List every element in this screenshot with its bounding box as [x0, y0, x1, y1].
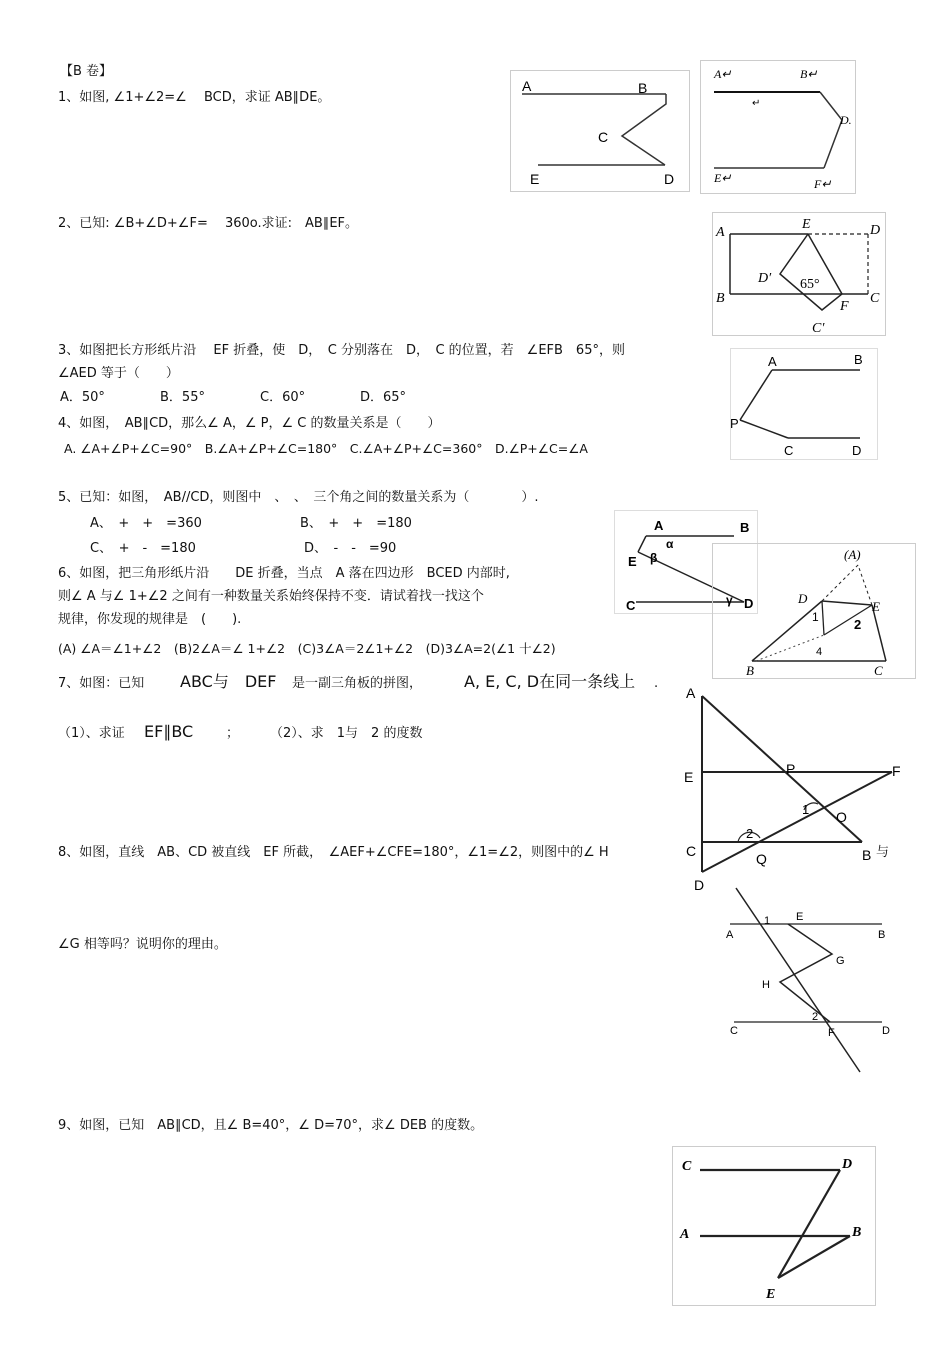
fig7-label-f: F — [892, 763, 901, 779]
fig8-label-a: A — [726, 929, 734, 941]
fig6-label-e: E — [872, 599, 880, 614]
question-6-line-2: 则∠ A 与∠ 1+∠2 之间有一种数量关系始终保持不变．请试着找一找这个 — [58, 589, 484, 604]
question-7-sub-2: （2）、求 1与 2 的度数 — [270, 726, 423, 741]
question-3-line-2: ∠AED 等于（ ） — [58, 366, 179, 381]
fig8-label-g: G — [836, 955, 845, 967]
fig7-label-d: D — [694, 877, 705, 893]
fig5-alpha: α — [666, 537, 674, 551]
question-8-tail: 与 — [876, 845, 890, 860]
fig5-gamma: γ — [726, 593, 733, 607]
fig9-label-b: B — [852, 1225, 862, 1240]
fig8-label-h: H — [762, 979, 770, 991]
q3-option-d: D．65° — [360, 390, 407, 405]
figure-3 — [712, 212, 886, 336]
question-5: 5、已知：如图， AB//CD，则图中 、 、 三个角之间的数量关系为（ ）. — [58, 490, 539, 505]
fig3-label-c: C — [870, 291, 880, 306]
fig8-label-e: E — [796, 911, 804, 923]
fig3-label-c-prime: C′ — [812, 321, 825, 336]
fig9-label-a: A — [680, 1227, 690, 1242]
fig1-label-e: E — [530, 171, 540, 187]
q5-option-b: B、 + + =180 — [300, 516, 412, 531]
figure-8 — [720, 882, 900, 1076]
fig2-label-b: B↵ — [800, 67, 818, 81]
fig2-label-a: A↵ — [714, 67, 732, 81]
fig7-label-o: O — [836, 809, 847, 825]
question-8-line-2: ∠G 相等吗？说明你的理由。 — [58, 937, 227, 952]
fig8-label-one: 1 — [764, 915, 771, 927]
fig5-label-c: C — [626, 598, 636, 613]
question-6-line-1: 6、如图，把三角形纸片沿 DE 折叠，当点 A 落在四边形 BCED 内部时, — [58, 566, 510, 581]
fig8-label-b: B — [878, 929, 886, 941]
fig5-label-d: D — [744, 596, 754, 611]
fig4-label-b: B — [854, 352, 863, 367]
fig9-label-d: D — [842, 1157, 853, 1172]
fig1-label-d: D — [664, 171, 675, 187]
question-1: 1、如图, ∠1+∠2=∠ BCD，求证 AB∥DE。 — [58, 90, 331, 105]
figure-4 — [730, 348, 878, 460]
fig6-label-a: (A) — [844, 547, 861, 562]
q3-option-a: A．50° — [60, 390, 105, 405]
question-7-sub-1a: （1）、求证 — [58, 726, 125, 741]
question-8-line-1: 8、如图，直线 AB、CD 被直线 EF 所截， ∠AEF+∠CFE=180°，∠1=∠2，则图中的∠ H — [58, 845, 609, 860]
q6-options: (A) ∠A＝∠1+∠2 (B)2∠A＝∠ 1+∠2 (C)3∠A＝2∠1+∠2 (D)3∠A=2(∠1 十∠2) — [58, 641, 556, 656]
fig5-beta: β — [650, 551, 658, 565]
q5-option-d: D、 - - =90 — [304, 541, 397, 556]
question-6-line-3: 规律，你发现的规律是 ( ). — [58, 612, 242, 627]
section-header: 【B 卷】 — [60, 64, 113, 79]
fig8-label-c: C — [730, 1025, 738, 1037]
question-4: 4、如图， AB∥CD，那么∠ A，∠ P，∠ C 的数量关系是（ ） — [58, 416, 441, 431]
fig5-label-b: B — [740, 520, 750, 535]
question-7-part-c: 是一副三角板的拼图， — [292, 676, 423, 691]
fig6-label-two: 2 — [854, 617, 862, 632]
fig6-label-one: 1 — [812, 610, 819, 624]
question-7-part-a: 7、如图：已知 — [58, 676, 145, 691]
fig1-label-c: C — [598, 129, 609, 145]
fig4-label-a: A — [768, 354, 777, 369]
fig4-label-p: P — [730, 416, 739, 431]
q3-option-c: C．60° — [260, 390, 306, 405]
fig3-label-d-prime: D′ — [758, 271, 772, 286]
fig6-label-b: B — [746, 663, 754, 678]
fig2-label-f: F↵ — [814, 177, 832, 191]
fig8-label-d: D — [882, 1025, 890, 1037]
figure-9 — [672, 1146, 876, 1306]
question-7-sub-1c: ； — [226, 726, 240, 741]
q5-option-a: A、 + + =360 — [90, 516, 202, 531]
fig7-label-p: P — [786, 761, 796, 777]
fig7-label-b: B — [862, 847, 872, 863]
fig7-label-two: 2 — [746, 826, 754, 841]
figure-7 — [680, 684, 910, 896]
fig1-label-b: B — [638, 80, 648, 96]
fig5-label-e: E — [628, 554, 637, 569]
fig5-label-a: A — [654, 518, 664, 533]
question-7-part-b: ABC与 DEF — [180, 672, 277, 691]
question-7-part-e: . — [654, 676, 659, 691]
figure-1 — [510, 70, 690, 192]
fig8-label-f: F — [828, 1027, 835, 1039]
fig9-label-e: E — [766, 1287, 776, 1302]
fig3-label-e: E — [802, 217, 811, 232]
q5-option-c: C、 + - =180 — [90, 541, 196, 556]
q3-option-b: B．55° — [160, 390, 205, 405]
question-9: 9、如图，已知 AB∥CD，且∠ B=40°，∠ D=70°，求∠ DEB 的度数。 — [58, 1118, 484, 1133]
fig8-label-two: 2 — [812, 1011, 819, 1023]
fig3-label-d: D — [870, 223, 881, 238]
fig1-label-a: A — [522, 78, 532, 94]
fig3-label-b: B — [716, 291, 725, 306]
fig4-label-d: D — [852, 443, 862, 458]
fig6-label-c: C — [874, 663, 883, 678]
fig7-label-e: E — [684, 769, 694, 785]
fig7-label-c: C — [686, 843, 697, 859]
fig3-label-f: F — [840, 299, 849, 314]
question-3-line-1: 3、如图把长方形纸片沿 EF 折叠，使 D， C 分别落在 D， C 的位置，若 ∠EFB 65°，则 — [58, 343, 625, 358]
figure-6 — [712, 543, 916, 679]
fig3-angle: 65° — [800, 277, 820, 292]
fig7-label-a: A — [686, 685, 696, 701]
question-2: 2、已知: ∠B+∠D+∠F= 360o.求证: AB∥EF。 — [58, 216, 359, 231]
fig6-label-d: D — [798, 591, 808, 606]
fig7-label-q: Q — [756, 851, 767, 867]
fig2-label-e: E↵ — [714, 171, 732, 185]
fig2-mark: ↵ — [752, 98, 761, 109]
question-7-sub-1b: EF∥BC — [144, 722, 194, 741]
fig4-label-c: C — [784, 443, 794, 458]
question-7-part-d: A, E, C, D在同一条线上 — [464, 672, 636, 691]
fig3-label-a: A — [716, 225, 725, 240]
fig6-label-four: 4 — [816, 646, 823, 658]
figure-2 — [700, 60, 856, 194]
q4-options: A. ∠A+∠P+∠C=90° B.∠A+∠P+∠C=180° C.∠A+∠P+∠C=360° D.∠P+∠C=∠A — [64, 441, 588, 456]
fig7-label-one: 1 — [802, 802, 810, 817]
fig9-label-c: C — [682, 1159, 692, 1174]
fig2-label-d: D. — [840, 113, 852, 127]
